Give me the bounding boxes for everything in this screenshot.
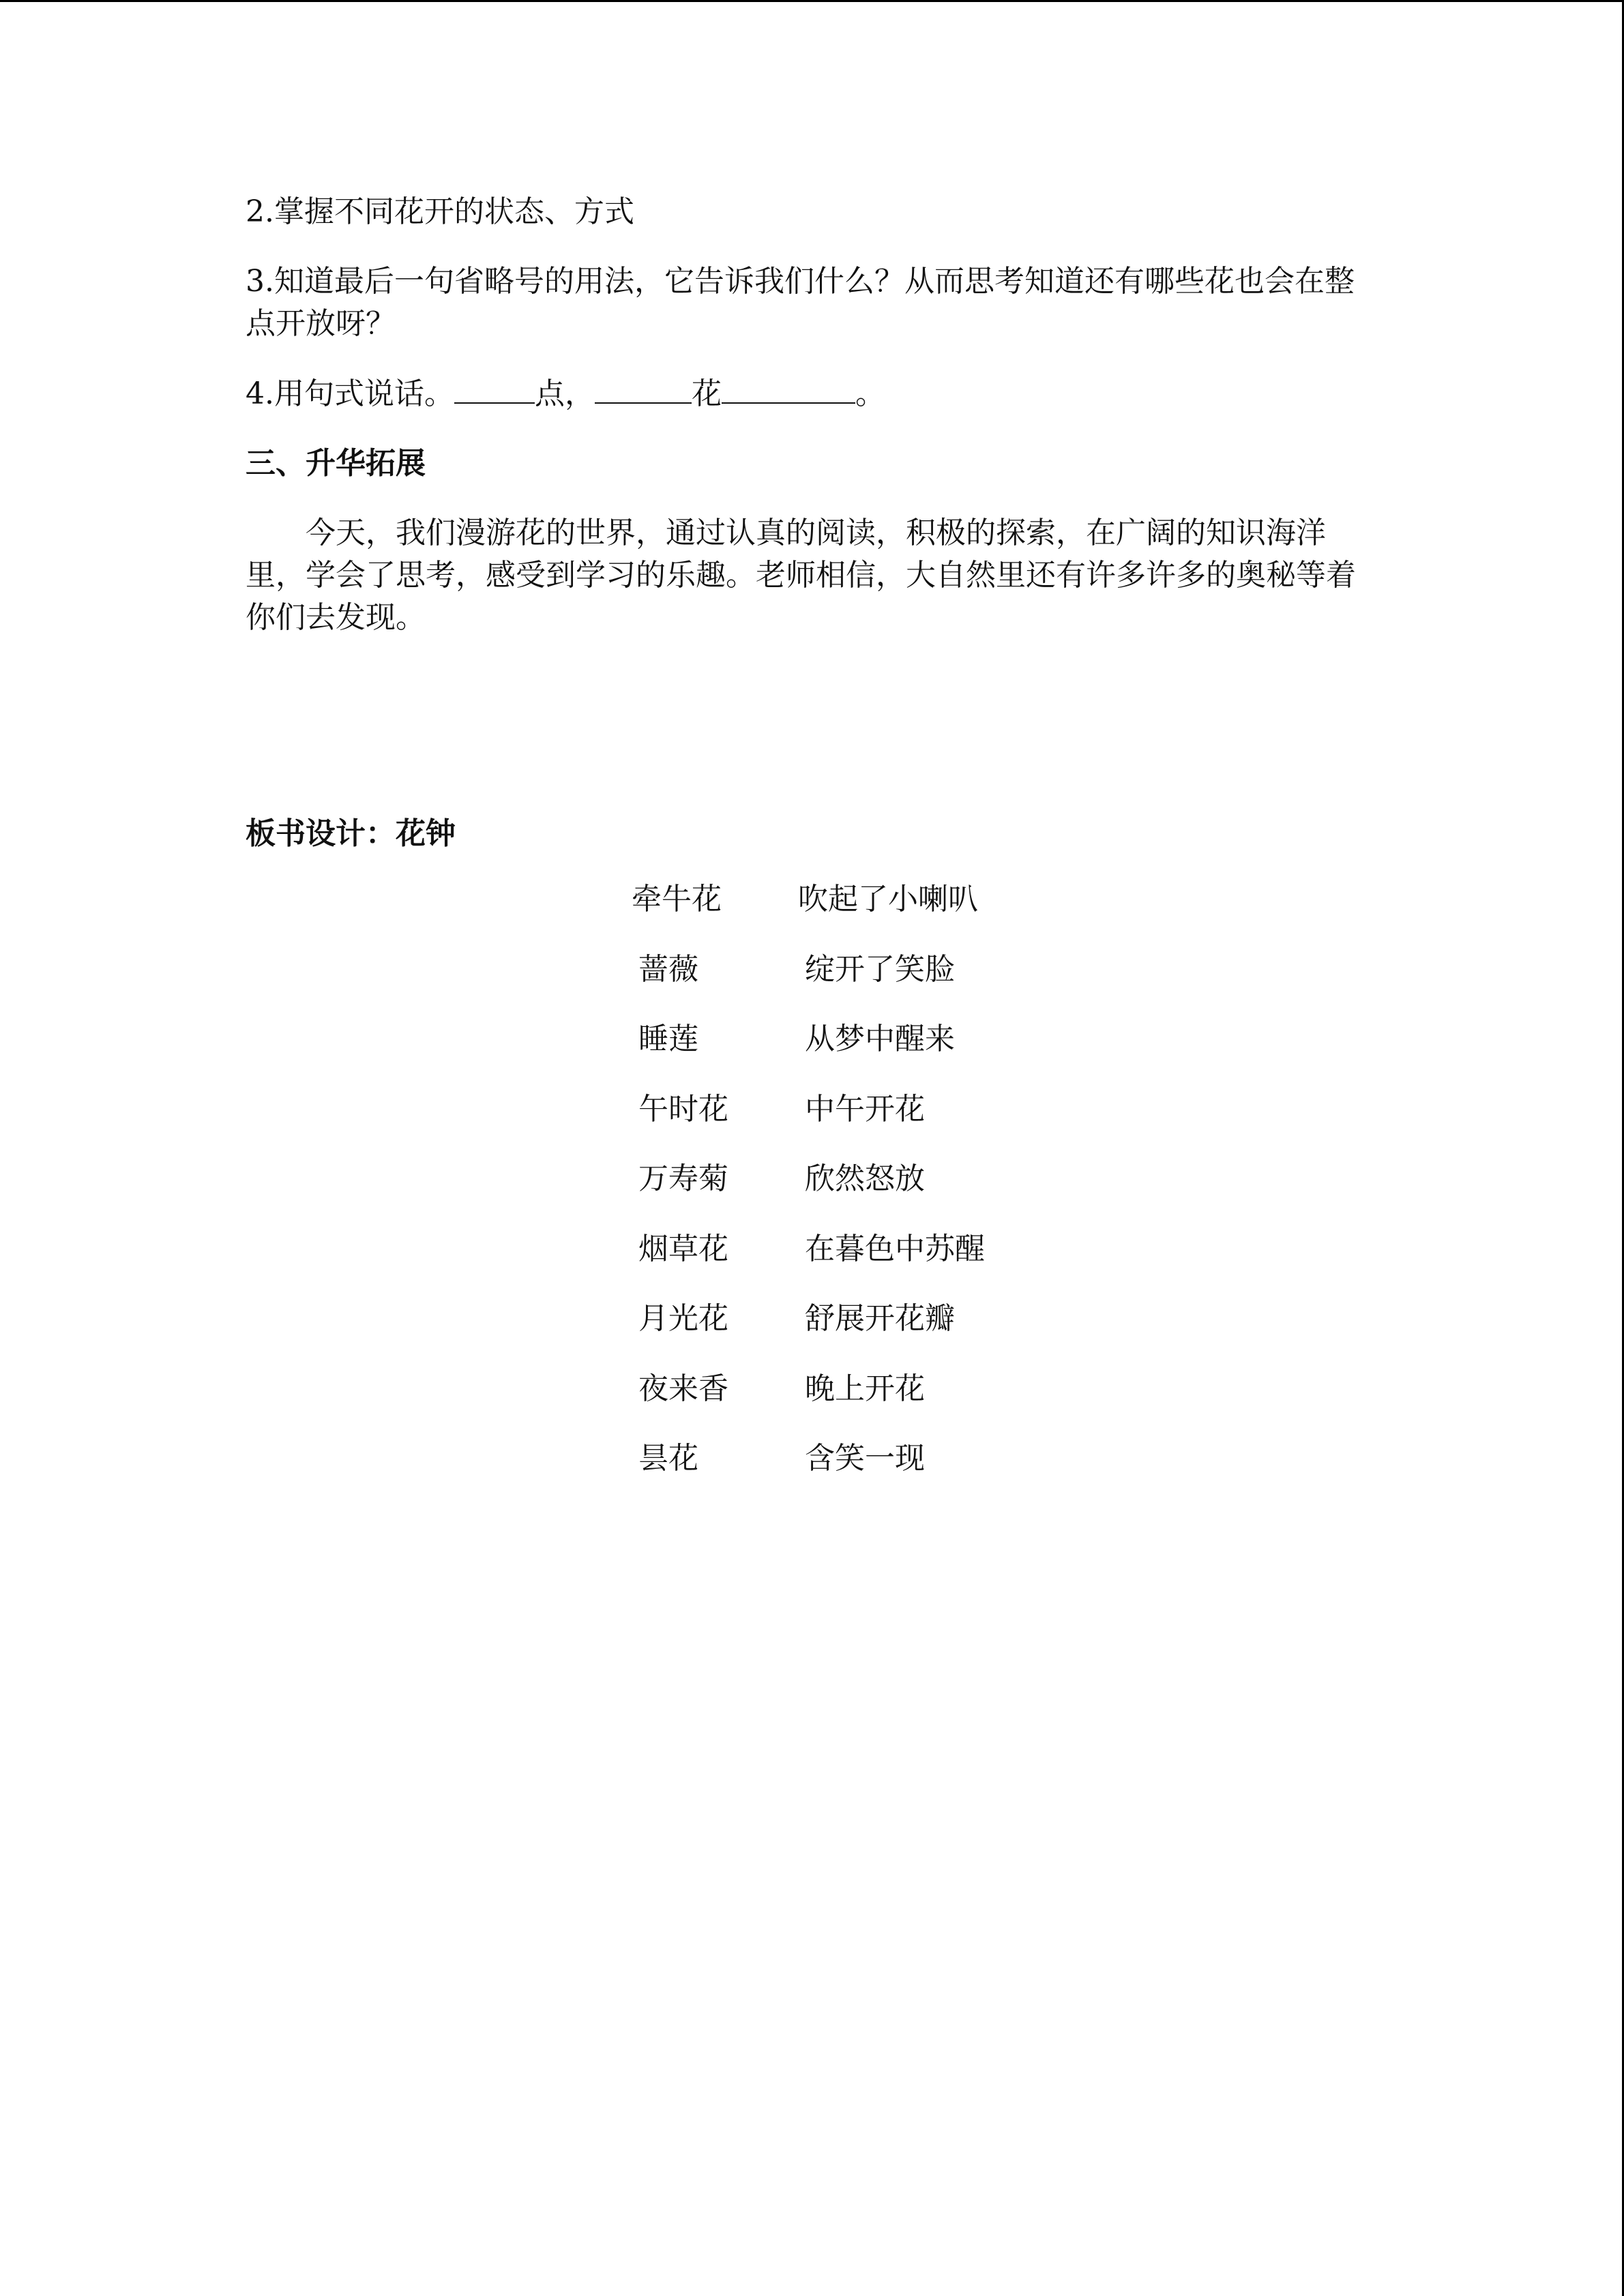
board-flower: 牵牛花 [632, 882, 722, 916]
objective-item-2: 2.掌握不同花开的状态、方式 [246, 194, 634, 229]
board-description: 舒展开花瓣 [805, 1301, 955, 1336]
board-description: 吹起了小喇叭 [798, 882, 978, 916]
section-3-body: 今天，我们漫游花的世界，通过认真的阅读，积极的探索，在广阔的知识海洋里，学会了思考，感受到学习的乐趣。老师相信，大自然里还有许多许多的奥秘等着你们去发现。 [246, 516, 1356, 635]
board-row [632, 878, 985, 949]
board-row [632, 1437, 985, 1508]
fill-blank-action [722, 372, 855, 404]
objective-item-4 [246, 372, 1364, 415]
board-flower: 烟草花 [638, 1231, 728, 1266]
fill-blank-hour [454, 372, 535, 404]
board-row [632, 1298, 985, 1368]
board-description: 含笑一现 [805, 1441, 925, 1476]
board-row [632, 949, 985, 1019]
board-flower: 昙花 [638, 1441, 698, 1476]
item4-prefix: 4.用句式说话。 [246, 376, 454, 411]
fill-blank-flower [595, 372, 692, 404]
section-3-heading: 三、升华拓展 [246, 446, 426, 481]
board-description: 欣然怒放 [805, 1161, 925, 1196]
board-description: 从梦中醒来 [805, 1022, 955, 1056]
board-description: 在暮色中苏醒 [805, 1231, 985, 1266]
objective-item-3: 3.知道最后一句省略号的用法，它告诉我们什么？从而思考知道还有哪些花也会在整点开放呀？ [246, 264, 1355, 341]
board-description: 中午开花 [805, 1091, 925, 1127]
board-design-table [632, 878, 985, 1508]
document-body [246, 191, 1364, 666]
board-row [632, 1088, 985, 1159]
page-border-top [0, 0, 1624, 2]
board-row [632, 1368, 985, 1438]
board-flower: 睡莲 [638, 1022, 698, 1056]
board-row [632, 1018, 985, 1088]
item4-mid2: 花 [691, 376, 722, 411]
board-row [632, 1228, 985, 1298]
item4-end: 。 [855, 376, 885, 411]
board-flower: 万寿菊 [638, 1161, 728, 1196]
item4-mid1: 点， [534, 376, 595, 411]
board-row [632, 1158, 985, 1228]
board-flower: 蔷薇 [638, 951, 698, 987]
board-description: 晚上开花 [805, 1371, 925, 1406]
board-design-heading: 板书设计：花钟 [246, 816, 456, 851]
board-flower: 夜来香 [638, 1371, 728, 1406]
board-flower: 月光花 [638, 1301, 728, 1336]
board-description: 绽开了笑脸 [805, 951, 955, 987]
board-flower: 午时花 [638, 1091, 728, 1127]
